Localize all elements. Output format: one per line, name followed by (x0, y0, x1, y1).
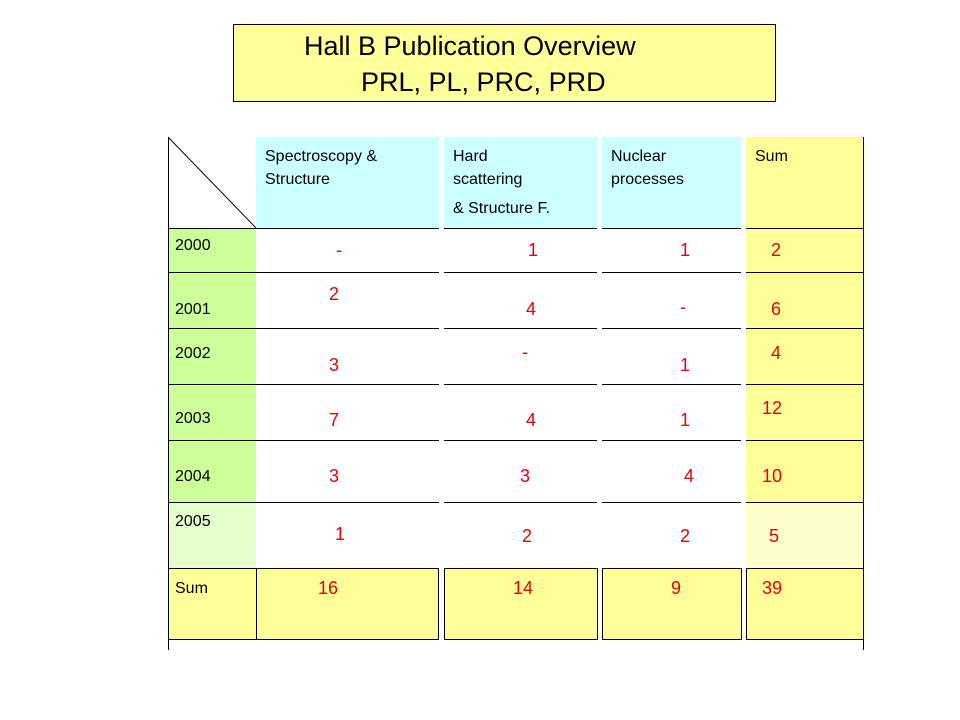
table-cell-value: 2 (522, 526, 533, 546)
header-sum (746, 137, 864, 228)
grid-line (444, 568, 445, 640)
table-cell-value: 3 (329, 355, 340, 375)
grid-line (168, 328, 864, 329)
grid-line (597, 568, 598, 640)
header-nuclear-line1: Nuclear (611, 148, 667, 165)
table-cell-value: 3 (329, 466, 340, 486)
sum-cell-value: 16 (318, 578, 339, 598)
title-line-2: PRL, PL, PRC, PRD (361, 67, 606, 97)
grid-line (168, 440, 864, 441)
table-cell-value: 7 (329, 410, 340, 430)
year-2005-bg (168, 502, 256, 568)
sum-cell-value: 9 (671, 578, 682, 598)
table-cell-value: 1 (680, 240, 691, 260)
grid-line (602, 568, 603, 640)
header-hard-line2: scattering (453, 171, 523, 188)
header-spectroscopy (256, 137, 439, 228)
corner-diagonal (168, 137, 256, 228)
table-cell-value: 1 (528, 240, 539, 260)
sum-row-label: Sum (175, 580, 208, 597)
title-line-1: Hall B Publication Overview (304, 31, 636, 61)
sum-cell-value: 14 (513, 578, 534, 598)
year-column-bg (168, 228, 256, 502)
table-cell-value: 1 (335, 524, 346, 544)
table-cell-value: 4 (526, 410, 537, 430)
sum-cell-value: 39 (762, 578, 783, 598)
table-cell-value: 4 (684, 466, 695, 486)
sum-2005-bg (746, 502, 864, 568)
year-label: 2001 (175, 301, 211, 318)
sum-label-bg (168, 568, 256, 640)
table-cell-value: 10 (762, 466, 783, 486)
table-cell-value: 4 (526, 299, 537, 319)
header-hard-line1: Hard (453, 148, 488, 165)
table-cell-value: 6 (771, 299, 782, 319)
year-label: 2000 (175, 237, 211, 254)
header-hard-line3: & Structure F. (453, 200, 550, 217)
table-cell-value: 2 (329, 284, 340, 304)
grid-line (741, 568, 742, 640)
grid-line (168, 272, 864, 273)
grid-line (168, 568, 864, 569)
table-cell-value: - (522, 342, 528, 362)
grid-line (746, 568, 747, 640)
table-cell-value: 12 (762, 398, 783, 418)
table-cell-value: 5 (769, 526, 780, 546)
grid-line (438, 568, 439, 640)
year-label: 2004 (175, 468, 211, 485)
header-spectroscopy-line2: Structure (265, 171, 330, 188)
header-spectroscopy-line1: Spectroscopy & (265, 148, 378, 165)
table-cell-value: 1 (680, 410, 691, 430)
table-cell-value: 1 (680, 355, 691, 375)
year-label: 2005 (175, 513, 211, 530)
header-nuclear (602, 137, 741, 228)
grid-line (863, 137, 864, 650)
grid-line (256, 568, 257, 640)
table-cell-value: - (680, 297, 686, 317)
year-label: 2003 (175, 410, 211, 427)
table-cell-value: 2 (680, 526, 691, 546)
grid-line (168, 639, 864, 640)
table-corner-cell (168, 137, 256, 228)
grid-line (168, 228, 864, 229)
table-cell-value: 3 (520, 466, 531, 486)
sum-column-bg (746, 228, 864, 502)
year-label: 2002 (175, 345, 211, 362)
grid-line (168, 137, 169, 650)
table-cell-value: 4 (771, 343, 782, 363)
table-cell-value: 2 (771, 240, 782, 260)
header-nuclear-line2: processes (611, 171, 684, 188)
grid-line (168, 502, 864, 503)
grid-line (168, 384, 864, 385)
header-hard-scattering (444, 137, 598, 228)
title-box (233, 24, 776, 102)
table-cell-value: - (336, 240, 342, 260)
header-sum-line1: Sum (755, 148, 788, 165)
